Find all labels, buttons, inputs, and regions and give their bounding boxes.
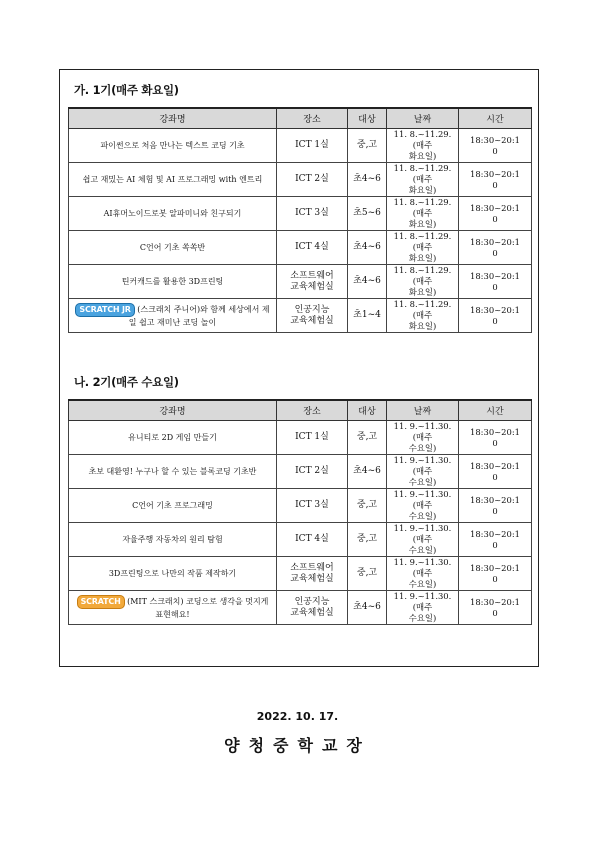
table-row	[69, 197, 532, 231]
course-name: 3D프린팅으로 나만의 작품 제작하기	[69, 557, 277, 591]
course-place: ICT 3실	[277, 197, 348, 231]
course-target: 초4~6	[348, 455, 387, 489]
course-name: 유니티로 2D 게임 만들기	[69, 421, 277, 455]
course-time: 18:30~20:1 0	[459, 129, 532, 163]
course-place: 인공지능 교육체험실	[277, 591, 348, 625]
course-name: 쉽고 재밌는 AI 체험 및 AI 프로그래밍 with 엔트리	[69, 163, 277, 197]
course-place: ICT 4실	[277, 231, 348, 265]
course-place: ICT 1실	[277, 421, 348, 455]
course-time: 18:30~20:1 0	[459, 557, 532, 591]
course-target: 중,고	[348, 489, 387, 523]
course-place: 소프트웨어 교육체험실	[277, 265, 348, 299]
course-target: 중,고	[348, 129, 387, 163]
course-target: 초4~6	[348, 231, 387, 265]
table-row	[69, 421, 532, 455]
course-date: 11. 9.~11.30. (매주 수요일)	[387, 455, 459, 489]
course-time: 18:30~20:1 0	[459, 197, 532, 231]
table-row	[69, 163, 532, 197]
course-date: 11. 8.~11.29. (매주 화요일)	[387, 163, 459, 197]
course-date: 11. 8.~11.29. (매주 화요일)	[387, 197, 459, 231]
header-target: 대상	[348, 108, 387, 129]
section-title-2: 나. 2기(매주 수요일)	[74, 375, 179, 389]
table-row	[69, 231, 532, 265]
course-name	[69, 591, 277, 625]
course-date: 11. 8.~11.29. (매주 화요일)	[387, 231, 459, 265]
course-date: 11. 9.~11.30. (매주 수요일)	[387, 557, 459, 591]
course-time: 18:30~20:1 0	[459, 163, 532, 197]
table-row	[69, 523, 532, 557]
course-target: 중,고	[348, 523, 387, 557]
section-title-1: 가. 1기(매주 화요일)	[74, 83, 179, 97]
course-target: 초4~6	[348, 163, 387, 197]
course-place: ICT 3실	[277, 489, 348, 523]
course-time: 18:30~20:1 0	[459, 591, 532, 625]
course-date: 11. 8.~11.29. (매주 화요일)	[387, 299, 459, 333]
course-date: 11. 8.~11.29. (매주 화요일)	[387, 129, 459, 163]
course-time: 18:30~20:1 0	[459, 421, 532, 455]
course-name-text: (MIT 스크래치) 코딩으로 생각을 멋지게 표현해요!	[124, 597, 269, 619]
course-place: 소프트웨어 교육체험실	[277, 557, 348, 591]
course-target: 초4~6	[348, 265, 387, 299]
schedule-table-2	[68, 399, 532, 625]
table-row	[69, 129, 532, 163]
header-date: 날짜	[387, 108, 459, 129]
course-time: 18:30~20:1 0	[459, 231, 532, 265]
course-time: 18:30~20:1 0	[459, 489, 532, 523]
course-date: 11. 9.~11.30. (매주 수요일)	[387, 421, 459, 455]
course-place: ICT 2실	[277, 455, 348, 489]
course-time: 18:30~20:1 0	[459, 455, 532, 489]
course-target: 중,고	[348, 421, 387, 455]
course-target: 중,고	[348, 557, 387, 591]
course-target: 초4~6	[348, 591, 387, 625]
header-date: 날짜	[387, 400, 459, 421]
course-date: 11. 9.~11.30. (매주 수요일)	[387, 523, 459, 557]
issue-date: 2022. 10. 17.	[256, 710, 339, 723]
table-row	[69, 557, 532, 591]
course-name: AI휴머노이드로봇 알파미니와 친구되기	[69, 197, 277, 231]
course-date: 11. 8.~11.29. (매주 화요일)	[387, 265, 459, 299]
course-date: 11. 9.~11.30. (매주 수요일)	[387, 591, 459, 625]
header-name: 강좌명	[69, 108, 277, 129]
course-name-text: (스크래치 주니어)와 함께 세상에서 제일 쉽고 재미난 코딩 놀이	[128, 305, 270, 327]
table-row	[69, 299, 532, 333]
table-header-row	[69, 108, 532, 129]
course-name: C언어 기초 프로그래밍	[69, 489, 277, 523]
course-name: 자율주행 자동차의 원리 탐험	[69, 523, 277, 557]
course-time: 18:30~20:1 0	[459, 299, 532, 333]
table-row	[69, 455, 532, 489]
header-name: 강좌명	[69, 400, 277, 421]
header-time: 시간	[459, 400, 532, 421]
header-time: 시간	[459, 108, 532, 129]
header-place: 장소	[277, 108, 348, 129]
course-target: 초5~6	[348, 197, 387, 231]
course-name: 틴커캐드를 활용한 3D프린팅	[69, 265, 277, 299]
scratch-logo: SCRATCH JR	[75, 303, 134, 317]
course-name: C언어 기초 쏙쏙반	[69, 231, 277, 265]
scratch-logo: SCRATCH	[77, 595, 125, 609]
course-target: 초1~4	[348, 299, 387, 333]
table-row	[69, 489, 532, 523]
course-time: 18:30~20:1 0	[459, 523, 532, 557]
schedule-table-1	[68, 107, 532, 333]
course-place: ICT 1실	[277, 129, 348, 163]
course-place: 인공지능 교육체험실	[277, 299, 348, 333]
table-row	[69, 265, 532, 299]
course-time: 18:30~20:1 0	[459, 265, 532, 299]
header-target: 대상	[348, 400, 387, 421]
course-name: 초보 대환영! 누구나 할 수 있는 블록코딩 기초반	[69, 455, 277, 489]
course-date: 11. 9.~11.30. (매주 수요일)	[387, 489, 459, 523]
table-header-row	[69, 400, 532, 421]
principal-signature: 양청중학교장	[224, 736, 371, 755]
header-place: 장소	[277, 400, 348, 421]
table-row	[69, 591, 532, 625]
course-name	[69, 299, 277, 333]
course-name: 파이썬으로 처음 만나는 텍스트 코딩 기초	[69, 129, 277, 163]
course-place: ICT 2실	[277, 163, 348, 197]
course-place: ICT 4실	[277, 523, 348, 557]
